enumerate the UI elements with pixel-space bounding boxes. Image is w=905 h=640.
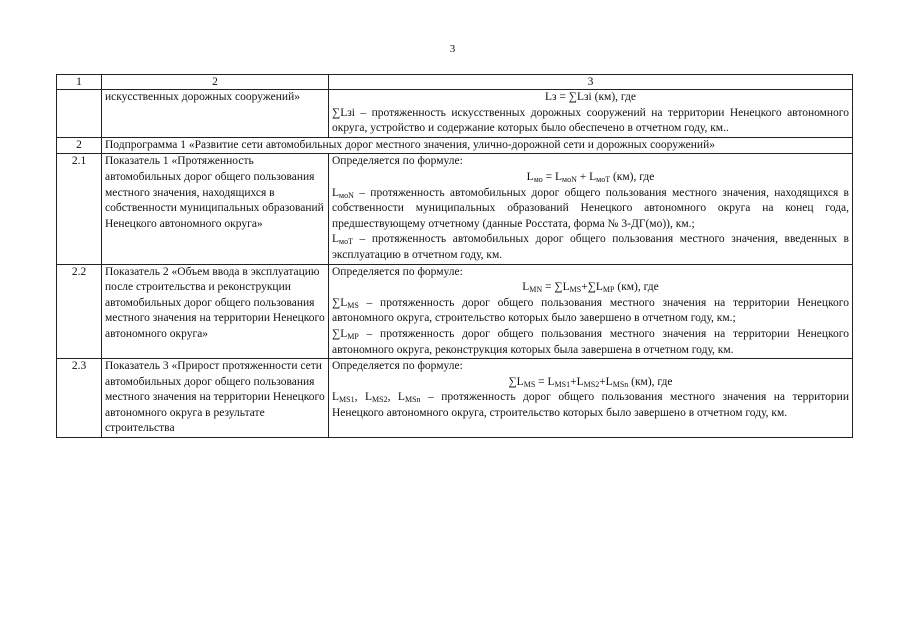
header-col-2: 2 [102, 75, 329, 90]
row-number-cell: 2.1 [57, 154, 102, 264]
indicator-name-cell: искусственных дорожных сооружений» [102, 90, 329, 138]
variable-definition: $\sum L_{MS}$ – протяженность дорог общего пользования местного значения на территории Ненецкого автономного округа, строительство которых было завершено в отчетном году, км.; [332, 296, 849, 325]
header-col-1: 1 [57, 75, 102, 90]
table-row [57, 137, 853, 154]
formula-line: Lз = ∑Lзi (км), где [544, 91, 636, 103]
table-row [57, 154, 853, 264]
row-number-cell [57, 90, 102, 138]
table-row [57, 90, 853, 138]
table-header-row [57, 75, 853, 90]
formula-intro: Определяется по формуле: [332, 360, 463, 373]
indicator-name-cell: Показатель 2 «Объем ввода в эксплуатацию после строительства и реконструкции автомобильных дорог общего пользования местного значения на территории Ненецкого автономного округа» [102, 264, 329, 359]
indicators-table [56, 74, 853, 438]
header-col-3: 3 [329, 75, 853, 90]
formula-cell [329, 154, 853, 264]
formula-cell [329, 264, 853, 359]
subprogram-title-cell: Подпрограмма 1 «Развитие сети автомобильных дорог местного значения, улично-дорожной сети и дорожных сооружений» [102, 137, 853, 154]
variable-definition: $\sum L_{MP}$ – протяженность дорог общего пользования местного значения на территории Ненецкого автономного округа, реконструкция которых была завершена в отчетном году, км. [332, 327, 849, 356]
row-number-cell: 2.2 [57, 264, 102, 359]
indicator-name-cell: Показатель 3 «Прирост протяженности сети автомобильных дорог общего пользования местного значения на территории Ненецкого автономного округа в результате строительства [102, 359, 329, 438]
formula-intro: Определяется по формуле: [332, 265, 463, 278]
formula-cell [329, 359, 853, 438]
formula-line: $L_{мо} = L_{моN} + L_{моT}$ (км), где [526, 170, 655, 184]
table-row [57, 264, 853, 359]
formula-line: $\sum L_{MS} = L_{MS1}+L_{MS2}+L_{MSn}$ (км), где [508, 375, 673, 389]
variable-definition: $L_{моN}$ – протяженность автомобильных дорог общего пользования местного значения, находящихся в собственности муниципальных образований Ненецкого автономного округа на конец года, предшествующему отчетному (данные Росстата, форма № 3-ДГ(мо)), км.; [332, 186, 849, 230]
row-number-cell: 2.3 [57, 359, 102, 438]
variable-definition: $L_{MS1}$, $L_{MS2}$, $L_{MSn}$ – протяженность дорог общего пользования местного значения на территории Ненецкого автономного округа, строительство которых было завершено в отчетном году, км. [332, 391, 849, 419]
table-row [57, 359, 853, 438]
page-number: 3 [449, 43, 456, 55]
formula-description: ∑Lзi – протяженность искусственных дорожных сооружений на территории Ненецкого автономного округа, устройство и содержание которых было обеспечено в отчетном году, км.. [332, 106, 849, 135]
row-number-cell: 2 [57, 137, 102, 154]
indicator-name-cell: Показатель 1 «Протяженность автомобильных дорог общего пользования местного значения, находящихся в собственности муниципальных образований Ненецкого автономного округа» [102, 154, 329, 264]
formula-line: $L_{MN} = \sum L_{MS}+\sum L_{MP}$ (км), где [522, 281, 659, 295]
formula-cell [329, 90, 853, 138]
variable-definition: $L_{моT}$ – протяженность автомобильных дорог общего пользования местного значения, введенных в эксплуатацию в отчетном году, км. [332, 233, 849, 261]
formula-intro: Определяется по формуле: [332, 155, 463, 168]
